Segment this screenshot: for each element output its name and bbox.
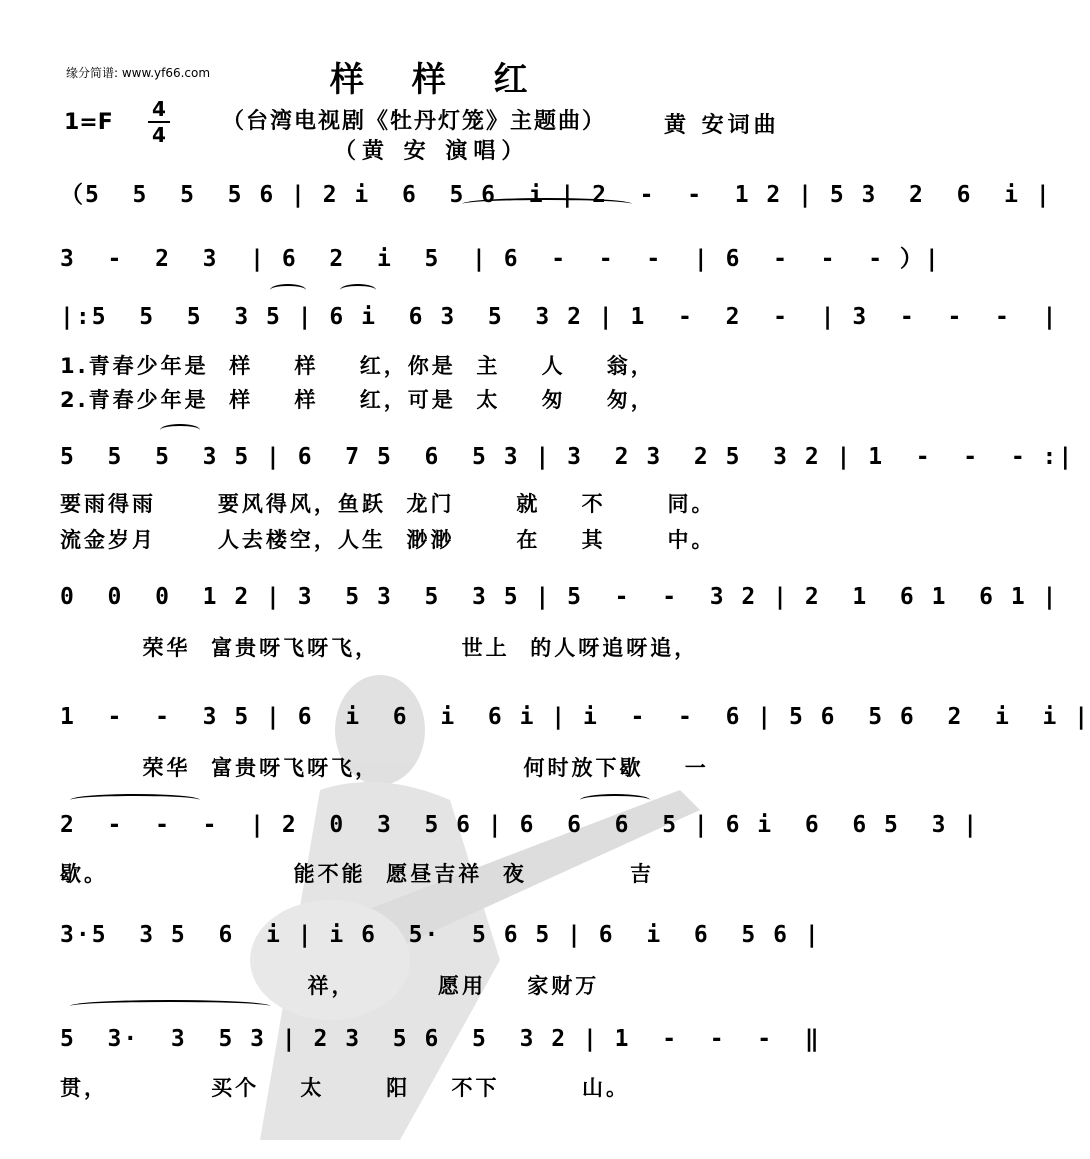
- score-row: [60, 240, 941, 280]
- score-row: [60, 812, 980, 852]
- score-row: [60, 584, 1059, 624]
- score-row: [60, 704, 1090, 744]
- lyric-line: 祥， 愿用 家财万: [60, 974, 600, 998]
- subtitle: （台湾电视剧《牡丹灯笼》主题曲）: [222, 109, 607, 134]
- lyric-line: 贯， 买个 太 阳 不下 山。: [60, 1076, 630, 1100]
- slur-mark: [160, 424, 200, 436]
- lyric-line: 荣华 富贵呀飞呀飞， 世上 的人呀追呀追，: [60, 636, 699, 660]
- notation-line: 5 5 5 3 5 | 6 7 5 6 5 3 | 3 2 3 2 5 3 2 | 1 - - - :|: [60, 444, 1075, 470]
- notation-line: 3 - 2 3 | 6 2 i 5 | 6 - - - | 6 - - - ）|: [60, 246, 941, 272]
- lyric-line: 歇。 能不能 愿昼吉祥 夜 吉: [60, 862, 654, 886]
- time-signature-bottom: 4: [152, 123, 166, 147]
- time-signature-top: 4: [152, 97, 166, 121]
- time-signature: [148, 98, 170, 146]
- slur-mark: [580, 794, 650, 806]
- notation-line: 5 3· 3 5 3 | 2 3 5 6 5 3 2 | 1 - - - ‖: [60, 1026, 821, 1052]
- notation-line: 2 - - - | 2 0 3 5 6 | 6 6 6 5 | 6 i 6 6 5 3 |: [60, 812, 980, 838]
- composer-credit: 黄 安词曲: [664, 113, 780, 138]
- score-row: [60, 922, 821, 962]
- notation-line: 1 - - 3 5 | 6 i 6 i 6 i | i - - 6 | 5 6 5 6 2 i i |: [60, 704, 1090, 730]
- page-title: 样 样 红: [330, 60, 546, 100]
- slur-mark: [462, 198, 632, 210]
- site-label: 缘分简谱: www.yf66.com: [66, 66, 211, 80]
- slur-mark: [270, 284, 306, 296]
- lyric-line: 荣华 富贵呀飞呀飞， 何时放下歇 一: [60, 756, 709, 780]
- lyric-line: 2.青春少年是 样 样 红，可是 太 匆 匆，: [60, 388, 655, 412]
- score-row: [60, 1026, 821, 1066]
- performer-credit: （黄 安 演唱）: [334, 139, 530, 164]
- notation-line: 0 0 0 1 2 | 3 5 3 5 3 5 | 5 - - 3 2 | 2 1 6 1 6 1 |: [60, 584, 1059, 610]
- notation-line: |:5 5 5 3 5 | 6 i 6 3 5 3 2 | 1 - 2 - | 3 - - - |: [60, 304, 1059, 330]
- lyric-line: 1.青春少年是 样 样 红，你是 主 人 翁，: [60, 354, 655, 378]
- lyric-line: 流金岁月 人去楼空，人生 渺渺 在 其 中。: [60, 528, 716, 552]
- score-row: [60, 176, 1052, 216]
- lyric-line: 要雨得雨 要风得风，鱼跃 龙门 就 不 同。: [60, 492, 716, 516]
- slur-mark: [340, 284, 376, 296]
- slur-mark: [70, 1000, 270, 1012]
- notation-line: （5 5 5 5 6 | 2 i 6 5 6 i | 2 - - 1 2 | 5 3 2 6 i |: [60, 182, 1052, 208]
- score-row: [60, 444, 1075, 484]
- notation-line: 3·5 3 5 6 i | i 6 5· 5 6 5 | 6 i 6 5 6 |: [60, 922, 821, 948]
- score-row: [60, 304, 1059, 344]
- slur-mark: [70, 794, 200, 806]
- key-signature: 1=F: [64, 110, 113, 135]
